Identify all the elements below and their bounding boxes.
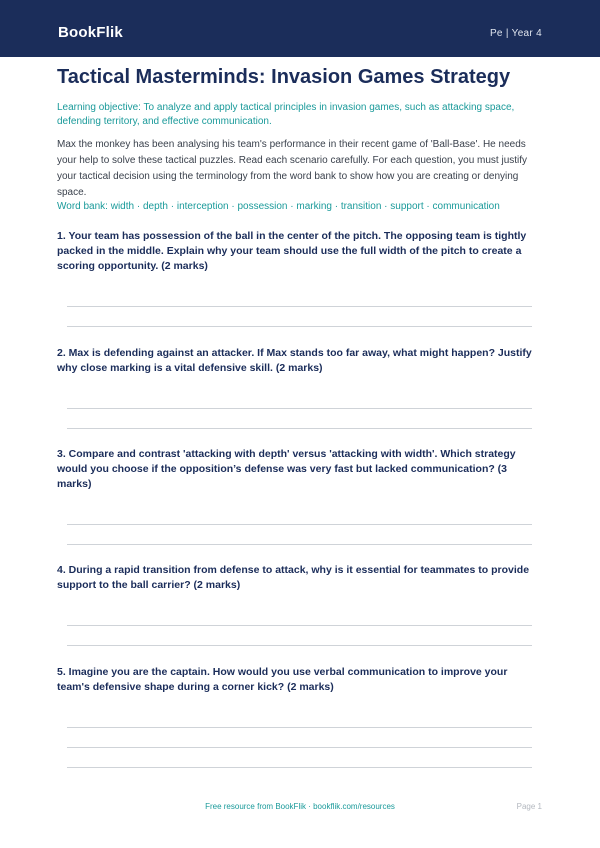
intro-paragraph: Max the monkey has been analysing his team's performance in their recent game of 'Ball-Base'. He needs your help to solve these tactical puzzles. Read each scenario carefully. For each question, you must justify your tactical decision using the terminology from the word bank to show how you are creating or denying space. <box>57 139 528 198</box>
answer-line-q2-1[interactable] <box>67 408 532 409</box>
answer-line-q3-1[interactable] <box>67 524 532 525</box>
page-number: Page 1 <box>516 802 542 811</box>
answer-line-q1-2[interactable] <box>67 326 532 327</box>
question-2: 2. Max is defending against an attacker. If Max stands too far away, what might happen? Justify why close marking is a vital defensive skill. (2 marks) <box>57 347 532 374</box>
answer-line-q2-2[interactable] <box>67 428 532 429</box>
footer-resource-link[interactable]: Free resource from BookFlik · bookflik.com/resources <box>205 802 395 811</box>
question-5: 5. Imagine you are the captain. How would you use verbal communication to improve your team's defensive shape during a corner kick? (2 marks) <box>57 666 508 693</box>
answer-line-q4-2[interactable] <box>67 645 532 646</box>
brand-logo: BookFlik <box>58 24 123 41</box>
answer-line-q5-3[interactable] <box>67 767 532 768</box>
question-3: 3. Compare and contrast 'attacking with depth' versus 'attacking with width'. Which strategy would you choose if the opposition’s defense was very fast but lacked communication? (3 marks) <box>57 448 516 490</box>
question-4: 4. During a rapid transition from defense to attack, why is it essential for teammates to provide support to the ball carrier? (2 marks) <box>57 564 530 591</box>
learning-objective: Learning objective: To analyze and apply tactical principles in invasion games, such as attacking space, defending territory, and effective communication. <box>57 102 515 127</box>
header-bar <box>0 0 600 57</box>
answer-line-q5-1[interactable] <box>67 727 532 728</box>
answer-line-q5-2[interactable] <box>67 747 532 748</box>
answer-line-q3-2[interactable] <box>67 544 532 545</box>
answer-line-q4-1[interactable] <box>67 625 532 626</box>
subject-year-label: Pe | Year 4 <box>489 28 542 39</box>
answer-line-q1-1[interactable] <box>67 306 532 307</box>
word-bank: Word bank: width · depth · interception · possession · marking · transition · support · communication <box>57 201 500 212</box>
question-1: 1. Your team has possession of the ball in the center of the pitch. The opposing team is tightly packed in the middle. Explain why your team should use the full width of the pitch to create a scoring opportunity. (2 marks) <box>57 230 527 272</box>
page-title: Tactical Masterminds: Invasion Games Strategy <box>57 66 511 88</box>
